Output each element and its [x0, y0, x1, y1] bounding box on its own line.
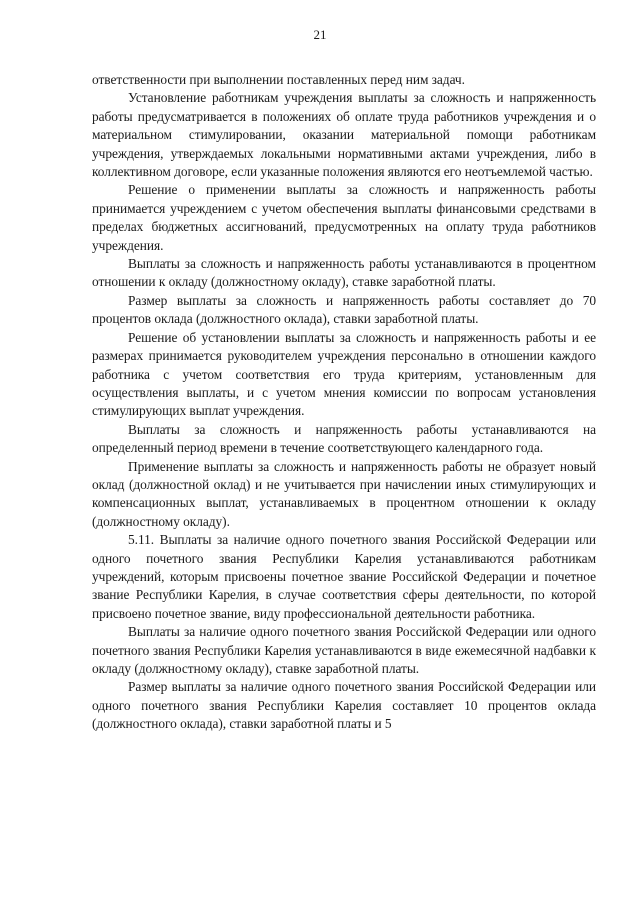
- document-body: [92, 71, 596, 734]
- paragraph-7: Выплаты за сложность и напряженность работы устанавливаются на определенный период времени в течение соответствующего календарного года.: [92, 421, 596, 456]
- paragraph-8: Применение выплаты за сложность и напряженность работы не образует новый оклад (должностной оклад) и не учитывается при начислении иных стимулирующих и компенсационных выплат, устанавливаемых в процентном отношении к окладу (должностному окладу).: [92, 458, 596, 529]
- paragraph-9: 5.11. Выплаты за наличие одного почетного звания Российской Федерации или одного почетного звания Республики Карелия устанавливаются работникам учреждений, которым присвоены почетное звание Российской Федерации и почетное звание Республики Карелия, в случае соответствия сферы деятельности, по которой присвоено почетное звание, виду профессиональной деятельности работника.: [92, 532, 596, 621]
- paragraph-6: Решение об установлении выплаты за сложность и напряженность работы и ее размерах принимается руководителем учреждения персонально в отношении каждого работника с учетом соответствия его труда критериям, установленным для осуществления выплаты, и с учетом мнения комиссии по вопросам установления стимулирующих выплат учреждения.: [92, 329, 596, 419]
- paragraph-5: Размер выплаты за сложность и напряженность работы составляет до 70 процентов оклада (должностного оклада), ставки заработной платы.: [92, 292, 596, 327]
- paragraph-4: Выплаты за сложность и напряженность работы устанавливаются в процентном отношении к окладу (должностному окладу), ставке заработной платы.: [92, 256, 596, 290]
- paragraph-1: ответственности при выполнении поставленных перед ним задач.: [92, 72, 465, 87]
- paragraph-3: Решение о применении выплаты за сложность и напряженность работы принимается учреждением с учетом обеспечения выплаты финансовыми средствами в пределах бюджетных ассигнований, предусмотренных на оплату труда работников учреждения.: [92, 182, 596, 253]
- paragraph-11: Размер выплаты за наличие одного почетного звания Российской Федерации или одного почетного звания Республики Карелия составляет 10 процентов оклада (должностного оклада), ставки заработной платы и 5: [92, 679, 596, 732]
- paragraph-2: Установление работникам учреждения выплаты за сложность и напряженность работы предусматривается в положениях об оплате труда работников учреждения и о материальном стимулировании, оказании материальной помощи работникам учреждения, утверждаемых локальными нормативными актами учреждения, либо в коллективном договоре, если указанные положения являются его неотъемлемой частью.: [92, 90, 596, 180]
- paragraph-10: Выплаты за наличие одного почетного звания Российской Федерации или одного почетного звания Республики Карелия устанавливаются в виде ежемесячной надбавки к окладу (должностному окладу), ставке заработной платы.: [92, 624, 596, 676]
- page-number: 21: [313, 27, 327, 42]
